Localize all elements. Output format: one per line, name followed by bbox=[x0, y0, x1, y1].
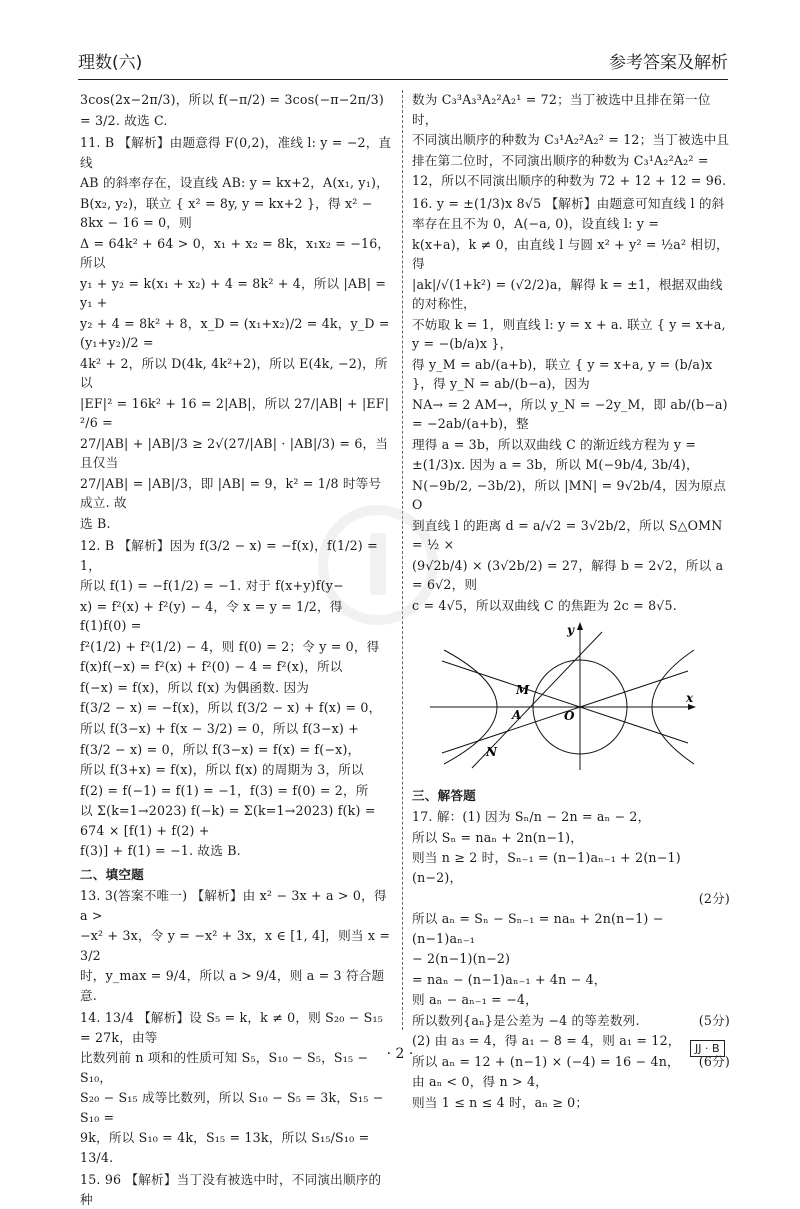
text-line: f(3/2 − x) = 0，所以 f(3−x) = f(x) = f(−x)， bbox=[80, 741, 361, 757]
answer-q13 bbox=[80, 886, 392, 1005]
text-line: 比数列前 n 项和的性质可知 S₅，S₁₀ − S₅，S₁₅ − S₁₀， bbox=[80, 1050, 369, 1085]
text-line bbox=[412, 970, 730, 990]
text-line bbox=[412, 1072, 730, 1092]
text-line: 16. y = ±(1/3)x 8√5 【解析】由题意可知直线 l 的斜 bbox=[412, 195, 725, 211]
text-line bbox=[412, 909, 730, 948]
header-right-title: 参考答案及解析 bbox=[609, 53, 728, 73]
text-line bbox=[412, 848, 730, 887]
text-line: f²(1/2) + f²(1/2) − 4，则 f(0) = 2；令 y = 0，得 bbox=[80, 638, 380, 654]
answer-q11 bbox=[80, 133, 392, 533]
text-line: 不同演出顺序的种数为 C₃¹A₂²A₂² = 12；当丁被选中且 bbox=[412, 132, 730, 148]
text-line: N(−9b/2, −3b/2)，所以 |MN| = 9√2b/4，因为原点 O bbox=[412, 477, 727, 513]
text-line: f(x)f(−x) = f²(x) + f²(0) − 4 = f²(x)，所以 bbox=[80, 659, 343, 675]
text-line: 时，y_max = 9/4，所以 a > 9/4，则 a = 3 符合题意. bbox=[80, 968, 385, 1003]
text-line: 选 B. bbox=[80, 515, 111, 531]
x-axis-label: x bbox=[686, 691, 694, 706]
point-m-label: M bbox=[516, 683, 530, 698]
page-header bbox=[78, 46, 728, 80]
text-line: 9k，所以 S₁₀ = 4k，S₁₅ = 13k，所以 S₁₅/S₁₀ = 13/4. bbox=[80, 1130, 370, 1165]
text-line: 所以 f(1) = −f(1/2) = −1. 对于 f(x+y)f(y− bbox=[80, 578, 344, 594]
text-line: 27/|AB| = |AB|/3，即 |AB| = 9，k² = 1/8 时等号成立. 故 bbox=[80, 475, 382, 511]
text-line bbox=[412, 828, 730, 848]
score-marker: (5分) bbox=[698, 1012, 730, 1028]
text-line: 到直线 l 的距离 d = a/√2 = 3√2b/2，所以 S△OMN = ½ × bbox=[412, 517, 723, 553]
page-number: · 2 · bbox=[386, 1046, 414, 1062]
text-line: AB 的斜率存在，设直线 AB: y = kx+2，A(x₁, y₁)， bbox=[80, 175, 389, 191]
answer-q14 bbox=[80, 1008, 392, 1167]
section-heading-fill-blank: 二、填空题 bbox=[80, 866, 144, 882]
text-line bbox=[412, 807, 730, 827]
text-line bbox=[412, 949, 730, 969]
point-n-label: N bbox=[486, 745, 498, 760]
text-line: 排在第二位时，不同演出顺序的种数为 C₃¹A₂²A₂² = bbox=[412, 152, 709, 168]
text-line: 理得 a = 3b，所以双曲线 C 的渐近线方程为 y = bbox=[412, 436, 697, 452]
point-a-label: A bbox=[512, 708, 522, 723]
text-line bbox=[412, 1093, 730, 1113]
origin-label: O bbox=[564, 709, 575, 724]
y-axis-arrow bbox=[577, 622, 583, 630]
text-line: y₂ + 4 = 8k² + 8，x_D = (x₁+x₂)/2 = 4k，y_D = (y₁+y₂)/2 = bbox=[80, 315, 390, 351]
text-line: NA→ = 2 AM→，所以 y_N = −2y_M，即 ab/(b−a) = −2ab/(a+b)，整 bbox=[412, 396, 728, 432]
text-line: f(3/2 − x) = −f(x)，所以 f(3/2 − x) + f(x) = 0， bbox=[80, 700, 382, 716]
text-line: f(3)] + f(1) = −1. 故选 B. bbox=[80, 843, 241, 859]
answer-q15-start: 15. 96 【解析】当丁没有被选中时，不同演出顺序的种 bbox=[80, 1172, 382, 1207]
y-axis-label: y bbox=[567, 623, 575, 638]
q10-tail bbox=[80, 90, 392, 130]
line-text: 则当 1 ≤ n ≤ 4 时，aₙ ≥ 0； bbox=[412, 1094, 589, 1110]
text-line: 得 y_M = ab/(a+b)，联立 { y = x+a, y = (b/a)x }，得 y_N = ab/(b−a)，因为 bbox=[412, 356, 713, 392]
text-line: 27/|AB| + |AB|/3 ≥ 2√(27/|AB| · |AB|/3) = 6，当且仅当 bbox=[80, 435, 389, 471]
text-line: f(2) = f(−1) = f(1) = −1，f(3) = f(0) = 2，所 bbox=[80, 782, 369, 798]
text-line: (9√2b/4) × (3√2b/2) = 27，解得 b = 2√2，所以 a = 6√2，则 bbox=[412, 557, 724, 593]
line-text: (2) 由 a₃ = 4，得 a₁ − 8 = 4，则 a₁ = 12， bbox=[412, 1033, 681, 1049]
text-line: 12. B 【解析】因为 f(3/2 − x) = −f(x)，f(1/2) = 1， bbox=[80, 538, 378, 573]
text-line: 所以 f(3+x) = f(x)，所以 f(x) 的周期为 3，所以 bbox=[80, 762, 364, 778]
edition-tag: JJ · B bbox=[690, 1040, 725, 1057]
text-line: y₁ + y₂ = k(x₁ + x₂) + 4 = 8k² + 4，所以 |AB| = y₁ + bbox=[80, 275, 387, 311]
answer-q15-cont bbox=[412, 90, 730, 191]
text-line: 所以 f(3−x) + f(x − 3/2) = 0，所以 f(3−x) + bbox=[80, 720, 359, 736]
text-line: k(x+a)，k ≠ 0，由直线 l 与圆 x² + y² = ½a² 相切，得 bbox=[412, 236, 729, 272]
text-line: x) = f²(x) + f²(y) − 4，令 x = y = 1/2，得 f(1)f(0) = bbox=[80, 598, 343, 634]
text-line: 14. 13/4 【解析】设 S₅ = k，k ≠ 0，则 S₂₀ − S₁₅ = 27k，由等 bbox=[80, 1010, 383, 1045]
line-text: − 2(n−1)(n−2) bbox=[412, 951, 511, 967]
answer-q12 bbox=[80, 536, 392, 860]
score-marker: (6分) bbox=[698, 1053, 730, 1069]
text-line bbox=[412, 1011, 730, 1031]
text-line: 12，所以不同演出顺序的种数为 72 + 12 + 12 = 96. bbox=[412, 173, 727, 189]
line-text: 17. 解：(1) 因为 Sₙ/n − 2n = aₙ − 2， bbox=[412, 809, 651, 825]
text-line: 不妨取 k = 1，则直线 l: y = x + a. 联立 { y = x+a, y = −(b/a)x }， bbox=[412, 316, 726, 352]
text-line: 11. B 【解析】由题意得 F(0,2)，准线 l: y = −2，直线 bbox=[80, 135, 392, 170]
line-text: 则当 n ≥ 2 时，Sₙ₋₁ = (n−1)aₙ₋₁ + 2(n−1)(n−2)， bbox=[412, 850, 681, 885]
line-text: 所以 aₙ = Sₙ − Sₙ₋₁ = naₙ + 2n(n−1) − (n−1)aₙ₋₁ bbox=[412, 911, 664, 946]
text-line: S₂₀ − S₁₅ 成等比数列，所以 S₁₀ − S₅ = 3k，S₁₅ − S₁₀ = bbox=[80, 1090, 384, 1125]
line-text: 由 aₙ < 0，得 n > 4， bbox=[412, 1074, 548, 1090]
text-line: |EF|² = 16k² + 16 = 2|AB|，所以 27/|AB| + |EF|²/6 = bbox=[80, 395, 390, 431]
text-line: 率存在且不为 0，A(−a, 0)，设直线 l: y = bbox=[412, 216, 660, 232]
text-line: 4k² + 2，所以 D(4k, 4k²+2)，所以 E(4k, −2)，所以 bbox=[80, 355, 388, 391]
section-heading-solution: 三、解答题 bbox=[412, 787, 476, 803]
text-line bbox=[412, 889, 730, 909]
text-line: 数为 C₃³A₃³A₂²A₂¹ = 72；当丁被选中且排在第一位时， bbox=[412, 92, 711, 127]
text-line: ±(1/3)x. 因为 a = 3b，所以 M(−9b/4, 3b/4)， bbox=[412, 457, 699, 473]
text-line: B(x₂, y₂)，联立 { x² = 8y, y = kx+2 }，得 x² − 8kx − 16 = 0，则 bbox=[80, 195, 373, 231]
text-line: c = 4√5，所以双曲线 C 的焦距为 2c = 8√5. bbox=[412, 597, 677, 613]
text-line: |ak|/√(1+k²) = (√2/2)a，解得 k = ±1，根据双曲线的对称性， bbox=[412, 276, 723, 312]
text-line: f(−x) = f(x)，所以 f(x) 为偶函数. 因为 bbox=[80, 679, 310, 695]
answer-q17 bbox=[412, 807, 730, 1112]
line-text: 则 aₙ − aₙ₋₁ = −4， bbox=[412, 992, 538, 1008]
line-text: 所以 Sₙ = naₙ + 2n(n−1)， bbox=[412, 829, 584, 845]
text-line: 3cos(2x−2π/3)，所以 f(−π/2) = 3cos(−π−2π/3) bbox=[80, 92, 384, 107]
line-text: = naₙ − (n−1)aₙ₋₁ + 4n − 4， bbox=[412, 971, 607, 987]
answer-q16 bbox=[412, 194, 730, 616]
text-line: Δ = 64k² + 64 > 0，x₁ + x₂ = 8k，x₁x₂ = −16，所以 bbox=[80, 235, 391, 271]
score-marker: (2分) bbox=[698, 890, 730, 906]
line-text: 所以 aₙ = 12 + (n−1) × (−4) = 16 − 4n， bbox=[412, 1053, 680, 1069]
text-line: = 3/2. 故选 C. bbox=[80, 112, 168, 128]
text-line: 以 Σ(k=1→2023) f(−k) = Σ(k=1→2023) f(k) = 674 × [f(1) + f(2) + bbox=[80, 803, 376, 838]
text-line bbox=[412, 990, 730, 1010]
left-column bbox=[80, 90, 392, 1207]
line-text: 所以数列{aₙ}是公差为 −4 的等差数列. bbox=[412, 1012, 640, 1028]
header-left-title: 理数(六) bbox=[78, 53, 143, 73]
text-line: 13. 3(答案不唯一) 【解析】由 x² − 3x + a > 0，得 a > bbox=[80, 888, 387, 923]
text-line: −x² + 3x，令 y = −x² + 3x，x ∈ [1, 4]，则当 x = 3/2 bbox=[80, 928, 391, 963]
hyperbola-diagram bbox=[430, 622, 700, 772]
